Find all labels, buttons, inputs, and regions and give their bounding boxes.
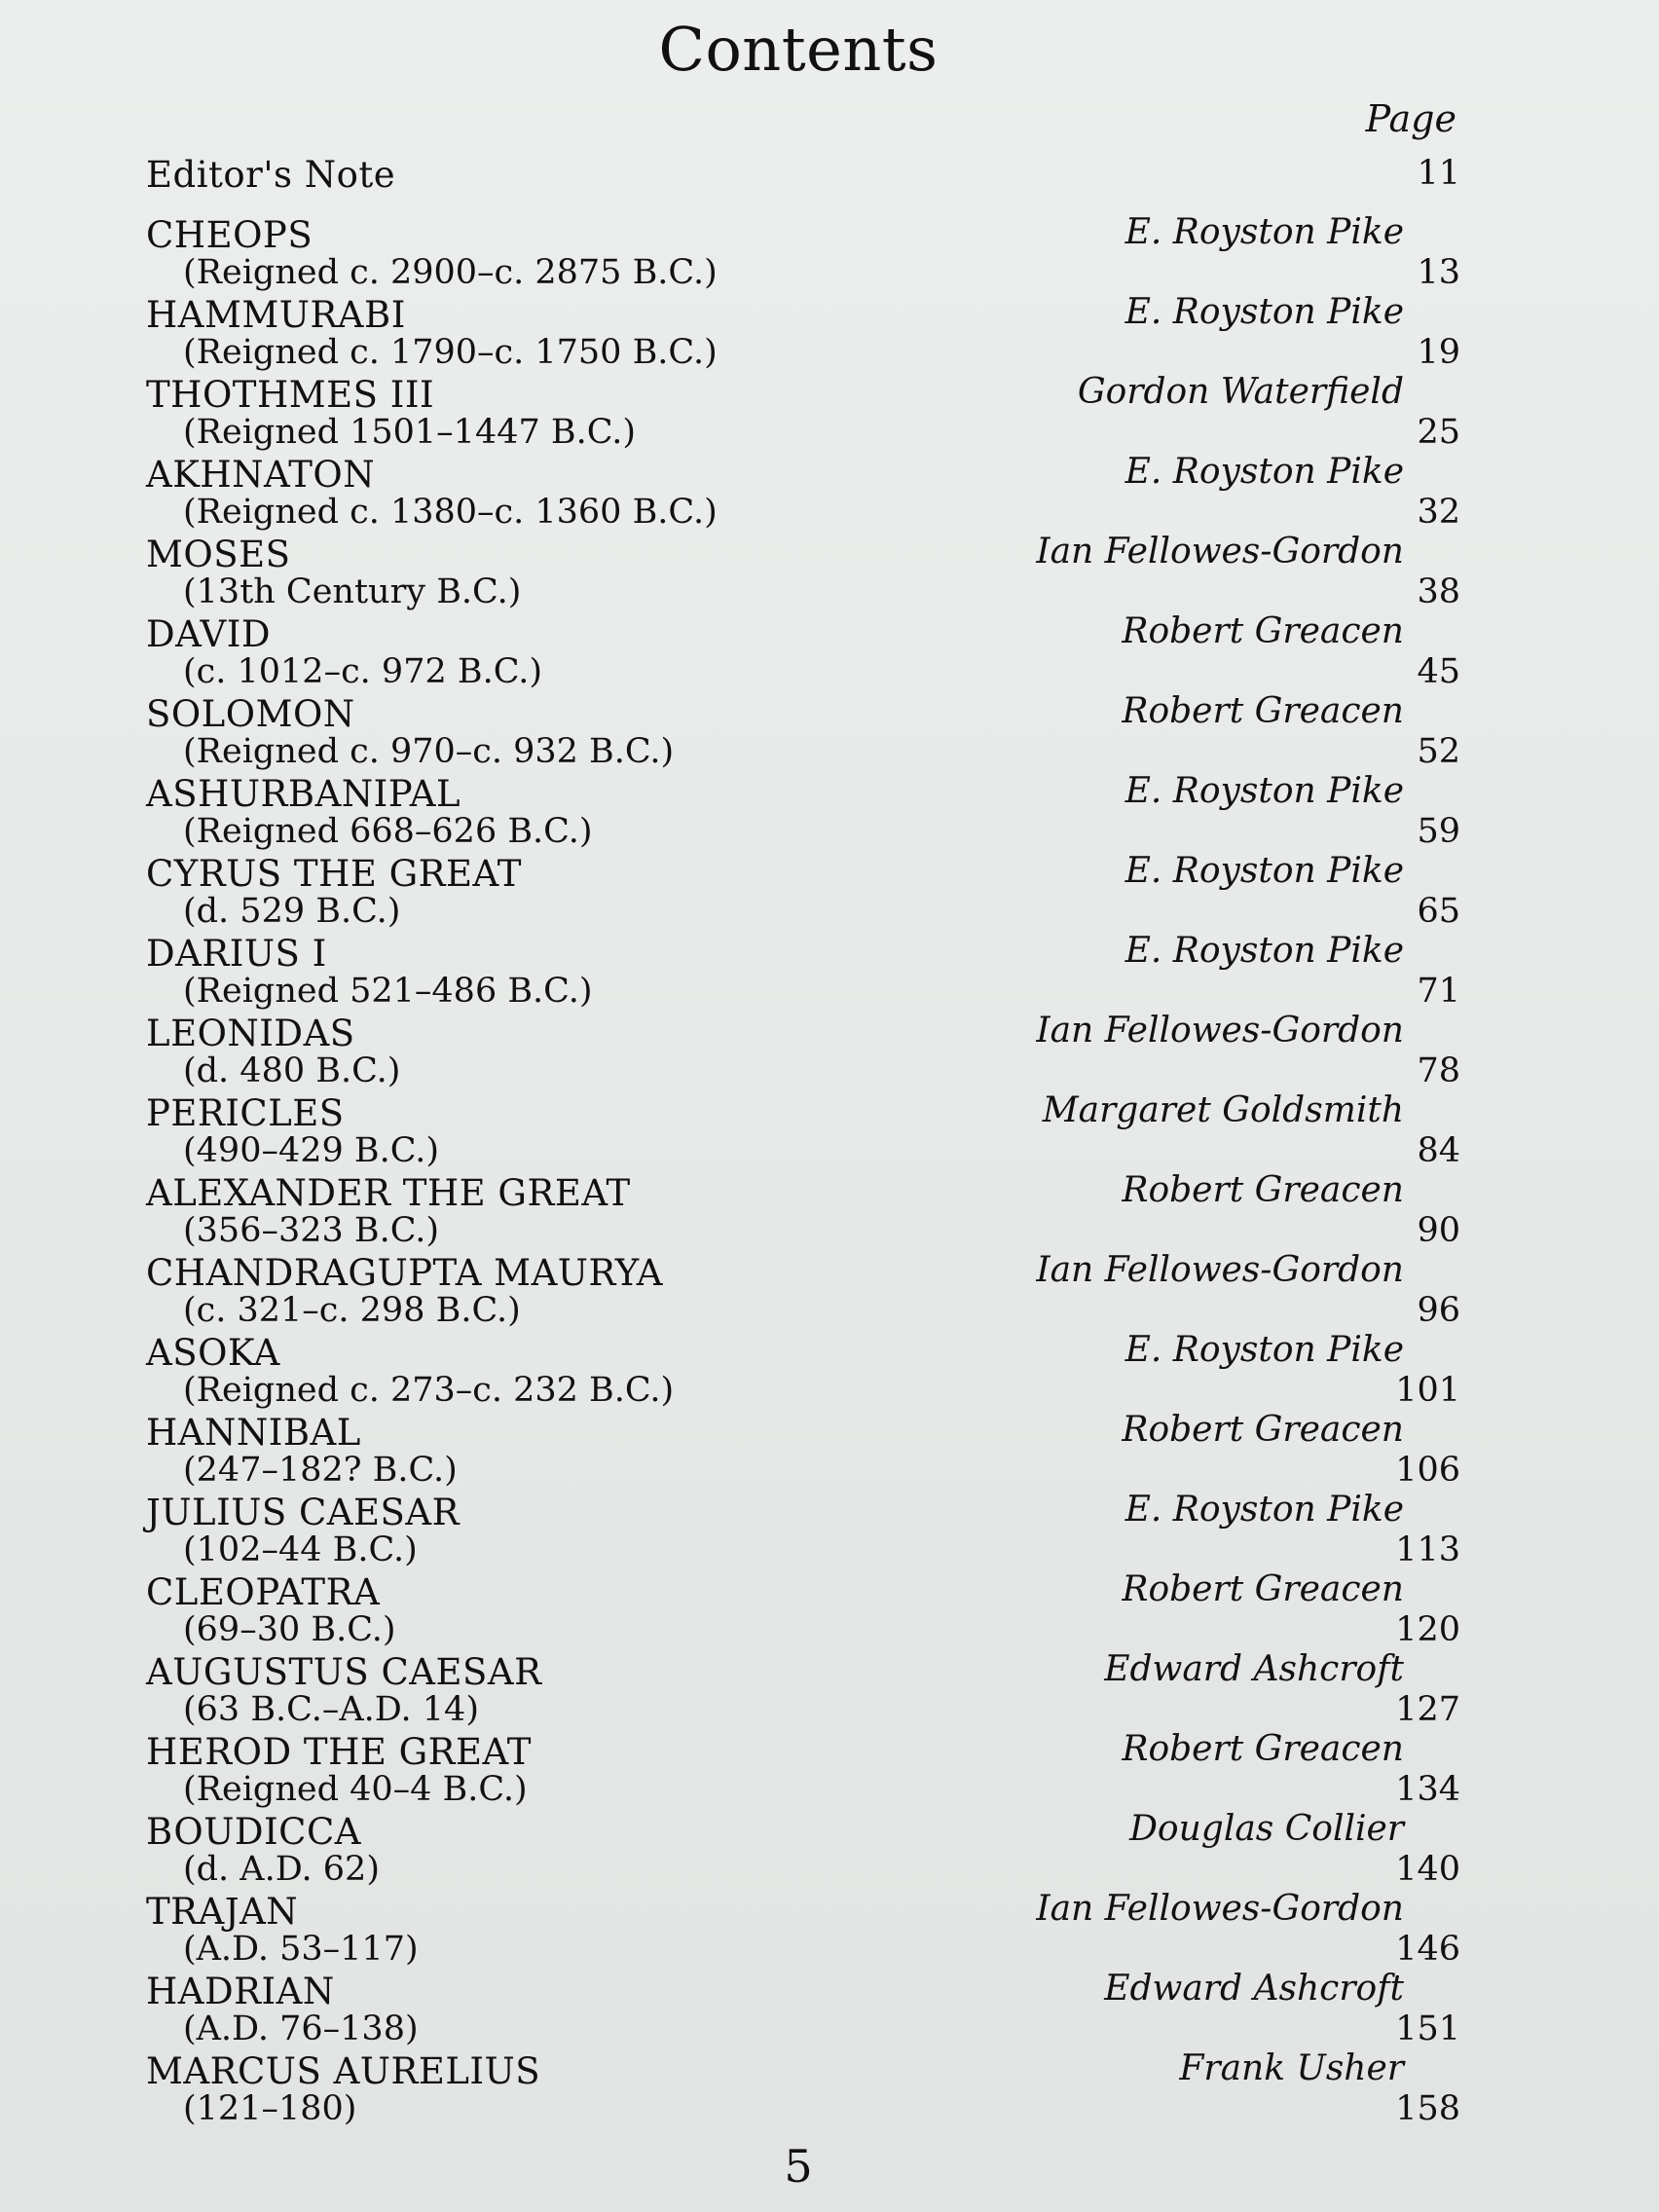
contents-entry xyxy=(146,454,1460,534)
entry-author: Douglas Collier xyxy=(1129,1809,1404,1849)
page-title: Contents xyxy=(658,14,939,85)
contents-entry xyxy=(146,1013,1460,1092)
entry-author: E. Royston Pike xyxy=(1124,771,1404,811)
entry-dates: (Reigned 521–486 B.C.) xyxy=(183,972,593,1011)
contents-entry xyxy=(146,2050,1460,2130)
entry-page-number: 25 xyxy=(1417,413,1460,452)
entry-name: DAVID xyxy=(146,613,272,655)
entry-name: HEROD THE GREAT xyxy=(146,1731,532,1773)
entry-page-number: 32 xyxy=(1417,493,1460,532)
contents-entry xyxy=(146,1811,1460,1891)
contents-entry xyxy=(146,294,1460,374)
entry-name: BOUDICCA xyxy=(146,1811,362,1853)
entry-author: E. Royston Pike xyxy=(1124,1490,1404,1530)
contents-entry xyxy=(146,214,1460,294)
entry-name: MOSES xyxy=(146,534,291,575)
entry-dates: (d. 480 B.C.) xyxy=(183,1051,401,1090)
entry-page-number: 84 xyxy=(1417,1131,1460,1170)
contents-entry xyxy=(146,1492,1460,1571)
entry-name: CYRUS THE GREAT xyxy=(146,853,522,895)
entry-dates: (Reigned 40–4 B.C.) xyxy=(183,1770,528,1809)
entry-name: ALEXANDER THE GREAT xyxy=(146,1172,631,1214)
entry-dates: (Reigned c. 2900–c. 2875 B.C.) xyxy=(183,253,718,292)
entry-author: Ian Fellowes-Gordon xyxy=(1036,1250,1404,1290)
entry-dates: (c. 1012–c. 972 B.C.) xyxy=(183,652,543,691)
page-number: 5 xyxy=(784,2140,813,2193)
entry-author: Frank Usher xyxy=(1179,2048,1404,2088)
contents-entry xyxy=(146,933,1460,1013)
entry-page-number: 45 xyxy=(1417,652,1460,691)
entry-page-number: 140 xyxy=(1395,1850,1460,1889)
entry-name: SOLOMON xyxy=(146,693,355,735)
contents-entry xyxy=(146,693,1460,773)
entry-dates: (d. 529 B.C.) xyxy=(183,892,401,931)
contents-entry xyxy=(146,1971,1460,2050)
entry-author: E. Royston Pike xyxy=(1124,212,1404,252)
entry-page-number: 127 xyxy=(1395,1690,1460,1729)
entry-dates: (Reigned c. 1380–c. 1360 B.C.) xyxy=(183,493,718,532)
entry-author: E. Royston Pike xyxy=(1124,452,1404,492)
contents-entry xyxy=(146,1252,1460,1332)
entry-dates: (Reigned c. 970–c. 932 B.C.) xyxy=(183,732,675,771)
entry-name: CHANDRAGUPTA MAURYA xyxy=(146,1252,663,1294)
entry-dates: (d. A.D. 62) xyxy=(183,1850,380,1889)
entry-page-number: 59 xyxy=(1417,812,1460,851)
entry-name: MARCUS AURELIUS xyxy=(146,2050,541,2092)
entry-dates: (Reigned 668–626 B.C.) xyxy=(183,812,593,851)
entry-name: HADRIAN xyxy=(146,1971,335,2012)
entry-dates: (c. 321–c. 298 B.C.) xyxy=(183,1291,521,1330)
entry-author: Robert Greacen xyxy=(1122,691,1404,731)
entry-name: AKHNATON xyxy=(146,454,376,496)
contents-entry xyxy=(146,534,1460,613)
contents-entry xyxy=(146,1412,1460,1492)
contents-entry xyxy=(146,1651,1460,1731)
entry-name: AUGUSTUS CAESAR xyxy=(146,1651,542,1693)
entry-dates: (Reigned 1501–1447 B.C.) xyxy=(183,413,637,452)
entry-author: Robert Greacen xyxy=(1122,1170,1404,1210)
entry-author: Margaret Goldsmith xyxy=(1042,1090,1404,1130)
entry-page-number: 13 xyxy=(1417,253,1460,292)
entry-name: THOTHMES III xyxy=(146,374,435,416)
entry-page-number: 158 xyxy=(1395,2089,1460,2128)
entry-dates: (Reigned c. 1790–c. 1750 B.C.) xyxy=(183,333,718,372)
entry-page-number: 71 xyxy=(1417,972,1460,1011)
entry-author: E. Royston Pike xyxy=(1124,931,1404,971)
entry-name: PERICLES xyxy=(146,1092,345,1134)
entry-page-number: 106 xyxy=(1395,1451,1460,1490)
entry-dates: (356–323 B.C.) xyxy=(183,1211,440,1250)
entry-author: Gordon Waterfield xyxy=(1077,372,1404,412)
entry-title: Editor's Note xyxy=(146,154,396,196)
entry-author: Ian Fellowes-Gordon xyxy=(1036,1889,1404,1929)
entry-author: Ian Fellowes-Gordon xyxy=(1036,532,1404,571)
entry-page-number: 78 xyxy=(1417,1051,1460,1090)
entry-author: Edward Ashcroft xyxy=(1104,1649,1404,1689)
contents-list xyxy=(146,154,1460,2130)
entry-name: CHEOPS xyxy=(146,214,313,256)
entry-name: HANNIBAL xyxy=(146,1412,361,1454)
entry-page-number: 11 xyxy=(1417,154,1460,193)
entry-author: Ian Fellowes-Gordon xyxy=(1036,1011,1404,1051)
contents-entry xyxy=(146,1092,1460,1172)
contents-entry xyxy=(146,374,1460,454)
entry-name: ASOKA xyxy=(146,1332,280,1374)
page-column-header: Page xyxy=(1365,97,1456,140)
entry-page-number: 146 xyxy=(1395,1930,1460,1969)
entry-page-number: 134 xyxy=(1395,1770,1460,1809)
entry-dates: (13th Century B.C.) xyxy=(183,572,522,611)
contents-entry xyxy=(146,1172,1460,1252)
entry-dates: (102–44 B.C.) xyxy=(183,1530,418,1569)
entry-page-number: 19 xyxy=(1417,333,1460,372)
entry-page-number: 101 xyxy=(1395,1371,1460,1410)
entry-name: LEONIDAS xyxy=(146,1013,355,1054)
entry-page-number: 151 xyxy=(1395,2009,1460,2048)
entry-page-number: 113 xyxy=(1395,1530,1460,1569)
entry-name: HAMMURABI xyxy=(146,294,406,336)
entry-page-number: 96 xyxy=(1417,1291,1460,1330)
contents-entry xyxy=(146,1731,1460,1811)
entry-page-number: 38 xyxy=(1417,572,1460,611)
entry-page-number: 90 xyxy=(1417,1211,1460,1250)
contents-entry xyxy=(146,613,1460,693)
contents-entry xyxy=(146,853,1460,933)
entry-author: E. Royston Pike xyxy=(1124,1330,1404,1370)
entry-dates: (A.D. 76–138) xyxy=(183,2009,419,2048)
entry-author: Robert Greacen xyxy=(1122,1410,1404,1450)
entry-dates: (247–182? B.C.) xyxy=(183,1451,458,1490)
entry-page-number: 65 xyxy=(1417,892,1460,931)
entry-dates: (69–30 B.C.) xyxy=(183,1610,396,1649)
entry-author: E. Royston Pike xyxy=(1124,851,1404,891)
contents-entry xyxy=(146,1891,1460,1971)
entry-dates: (A.D. 53–117) xyxy=(183,1930,419,1969)
entry-dates: (Reigned c. 273–c. 232 B.C.) xyxy=(183,1371,675,1410)
entry-dates: (63 B.C.–A.D. 14) xyxy=(183,1690,479,1729)
contents-entry xyxy=(146,1332,1460,1412)
entry-name: ASHURBANIPAL xyxy=(146,773,461,815)
entry-name: JULIUS CAESAR xyxy=(146,1492,460,1533)
entry-author: E. Royston Pike xyxy=(1124,292,1404,332)
contents-entry xyxy=(146,773,1460,853)
contents-entry xyxy=(146,1571,1460,1651)
entry-author: Robert Greacen xyxy=(1122,1569,1404,1609)
entry-author: Robert Greacen xyxy=(1122,611,1404,651)
entry-dates: (121–180) xyxy=(183,2089,357,2128)
entry-dates: (490–429 B.C.) xyxy=(183,1131,440,1170)
entry-name: DARIUS I xyxy=(146,933,327,975)
entry-author: Edward Ashcroft xyxy=(1104,1969,1404,2009)
entry-author: Robert Greacen xyxy=(1122,1729,1404,1769)
entry-page-number: 120 xyxy=(1395,1610,1460,1649)
entry-name: CLEOPATRA xyxy=(146,1571,381,1613)
entry-name: TRAJAN xyxy=(146,1891,299,1933)
entry-page-number: 52 xyxy=(1417,732,1460,771)
editors-note-entry xyxy=(146,154,1460,214)
